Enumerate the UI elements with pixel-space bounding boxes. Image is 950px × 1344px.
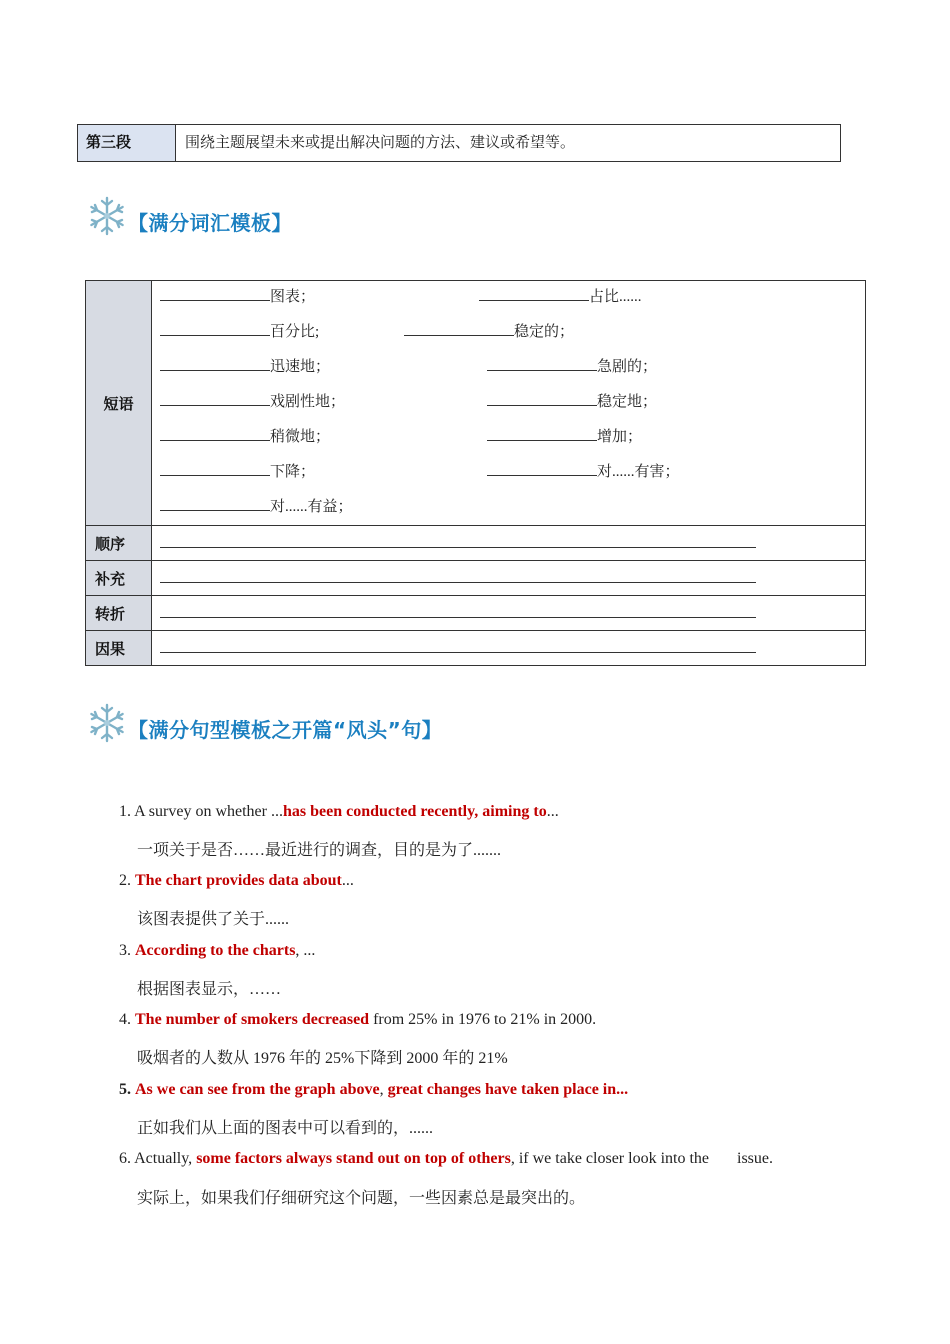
paragraph-label: 第三段 — [78, 125, 176, 161]
phrase-item: 占比...... — [479, 285, 642, 306]
sentence-translation: 吸烟者的人数从 1976 年的 25%下降到 2000 年的 21% — [137, 1050, 508, 1067]
sentence-translation: 正如我们从上面的图表中可以看到的，...... — [137, 1120, 434, 1137]
row-label-contrast: 转折 — [86, 596, 152, 631]
sentence-item: 1. A survey on whether ...has been conducted recently, aiming to... — [119, 803, 559, 820]
phrase-cell — [152, 281, 866, 526]
fill-blank[interactable] — [160, 355, 270, 371]
sentence-heading — [86, 702, 442, 744]
fill-blank[interactable] — [160, 495, 270, 511]
sentence-item: 4. The number of smokers decreased from 25% in 1976 to 21% in 2000. — [119, 1011, 597, 1028]
snowflake-icon — [86, 702, 128, 744]
sentence-title: 【满分句型模板之开篇“风头”句】 — [128, 718, 443, 742]
fill-blank[interactable] — [487, 355, 597, 371]
sentence-translation: 实际上，如果我们仔细研究这个问题，一些因素总是最突出的。 — [137, 1190, 586, 1207]
phrase-item: 对......有益； — [160, 495, 353, 516]
fill-blank[interactable] — [479, 285, 589, 301]
row-label-cause: 因果 — [86, 631, 152, 666]
phrase-item: 戏剧性地； — [160, 390, 345, 411]
phrase-item: 增加； — [487, 425, 642, 446]
phrase-item: 稳定地； — [487, 390, 657, 411]
phrase-item: 图表； — [160, 285, 315, 306]
fill-blank[interactable] — [404, 320, 514, 336]
sentence-item: 6. Actually, some factors always stand out on top of others, if we take closer look into the issue. — [119, 1150, 774, 1167]
phrase-item: 稳定的； — [404, 320, 574, 341]
paragraph-table — [77, 124, 841, 162]
sentence-item: 3. According to the charts, ... — [119, 942, 316, 959]
paragraph-content: 围绕主题展望未来或提出解决问题的方法、建议或希望等。 — [185, 135, 576, 151]
phrase-item: 急剧的； — [487, 355, 657, 376]
sentence-translation: 一项关于是否……最近进行的调查，目的是为了....... — [137, 842, 502, 859]
fill-line[interactable] — [160, 569, 756, 583]
row-label-order: 顺序 — [86, 526, 152, 561]
fill-blank[interactable] — [487, 425, 597, 441]
vocab-heading — [86, 195, 292, 237]
sentence-item: 2. The chart provides data about... — [119, 872, 354, 889]
fill-line[interactable] — [160, 534, 756, 548]
fill-blank[interactable] — [160, 285, 270, 301]
sentence-item: 5. As we can see from the graph above, great changes have taken place in... — [119, 1081, 629, 1098]
fill-blank[interactable] — [160, 320, 270, 336]
phrase-item: 稍微地； — [160, 425, 330, 446]
phrase-label: 短语 — [86, 281, 152, 526]
fill-line[interactable] — [160, 639, 756, 653]
fill-blank[interactable] — [160, 460, 270, 476]
phrase-item: 对......有害； — [487, 460, 680, 481]
vocab-table — [85, 280, 866, 666]
snowflake-icon — [86, 195, 128, 237]
vocab-title: 【满分词汇模板】 — [128, 211, 292, 235]
sentence-translation: 该图表提供了关于...... — [137, 911, 290, 928]
fill-blank[interactable] — [487, 390, 597, 406]
fill-blank[interactable] — [160, 390, 270, 406]
row-label-addition: 补充 — [86, 561, 152, 596]
fill-blank[interactable] — [160, 425, 270, 441]
sentence-translation: 根据图表显示，…… — [137, 981, 282, 998]
phrase-item: 迅速地； — [160, 355, 330, 376]
fill-line[interactable] — [160, 604, 756, 618]
phrase-item: 百分比; — [160, 320, 319, 341]
fill-blank[interactable] — [487, 460, 597, 476]
phrase-item: 下降； — [160, 460, 315, 481]
